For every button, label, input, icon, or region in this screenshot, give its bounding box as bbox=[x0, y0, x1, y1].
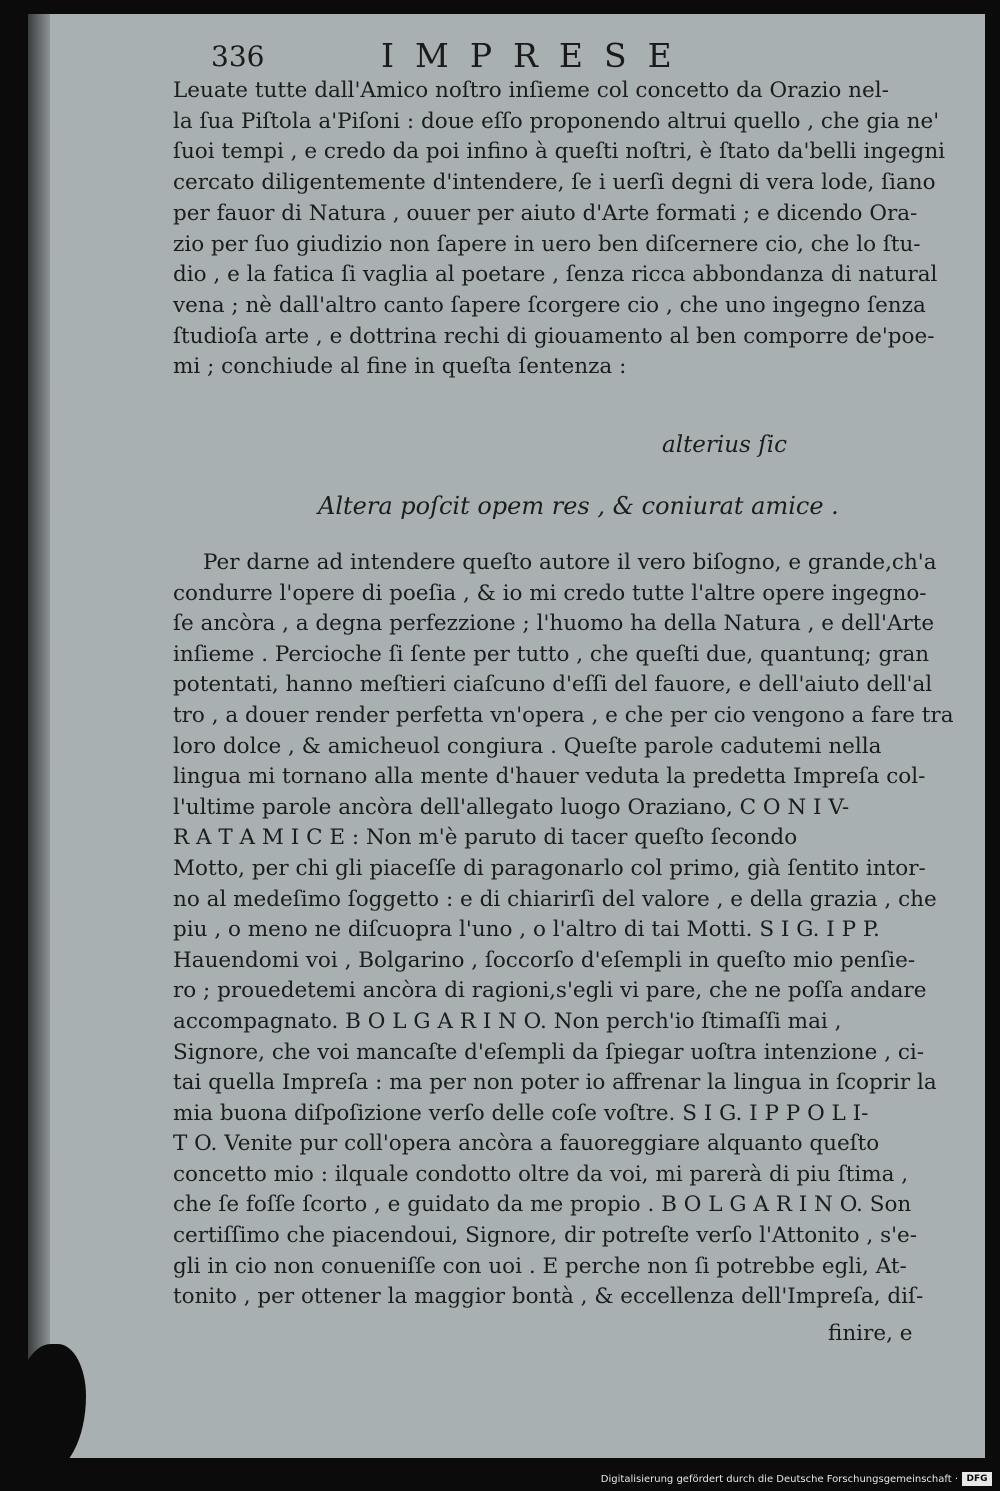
text-line: loro dolce , & amicheuol congiura . Queſte parole cadutemi nella bbox=[173, 733, 882, 759]
page-header bbox=[211, 32, 971, 76]
text-line: Leuate tutte dall'Amico noſtro inſieme col concetto da Orazio nel- bbox=[173, 78, 889, 103]
catchword: finire, e bbox=[828, 1321, 913, 1346]
text-line: tonito , per ottener la maggior bontà , & eccellenza dell'Impreſa, diſ- bbox=[173, 1284, 924, 1310]
text-line: potentati, hanno meſtieri ciaſcuno d'eſſi del fauore, e dell'aiuto dell'al bbox=[173, 672, 933, 698]
text-line: Per darne ad intendere queſto autore il vero biſogno, e grande,ch'a bbox=[203, 550, 937, 575]
text-line: mi ; conchiude al fine in queſta ſentenza : bbox=[173, 354, 627, 380]
text-line: certiſſimo che piacendoui, Signore, dir potreſte verſo l'Attonito , s'e- bbox=[173, 1223, 917, 1249]
page-number: 336 bbox=[211, 40, 265, 73]
text-line: tai quella Impreſa : ma per non poter io affrenar la lingua in ſcoprir la bbox=[173, 1070, 937, 1096]
text-line: zio per ſuo giudizio non ſapere in uero ben diſcernere cio, che lo ſtu- bbox=[173, 231, 921, 257]
text-line: la ſua Piſtola a'Piſoni : doue eſſo proponendo altrui quello , che gia ne' bbox=[173, 108, 940, 134]
text-line: condurre l'opere di poeſia , & io mi credo tutte l'altre opere ingegno- bbox=[173, 580, 927, 606]
page-gutter-shadow bbox=[28, 14, 50, 1458]
running-title: IMPRESE bbox=[381, 36, 693, 75]
text-line: tro , a douer render perfetta vn'opera , e che per cio vengono a fare tra bbox=[173, 702, 954, 728]
paragraph-1 bbox=[173, 76, 963, 383]
text-line: mia buona diſpoſizione verſo delle coſe voſtre. S I G. I P P O L I- bbox=[173, 1100, 869, 1126]
text-line: Signore, che voi mancaſte d'eſempli da ſpiegar uoſtra intenzione , ci- bbox=[173, 1039, 925, 1065]
text-line: l'ultime parole ancòra dell'allegato luogo Oraziano, C O N I V- bbox=[173, 794, 850, 820]
text-line: ro ; prouedetemi ancòra di ragioni,s'egli vi pare, che ne poſſa andare bbox=[173, 978, 927, 1004]
digitization-credit: Digitalisierung gefördert durch die Deutsche Forschungsgemeinschaft · bbox=[600, 1474, 958, 1485]
text-line: cercato diligentemente d'intendere, ſe i uerſi degni di vera lode, ſiano bbox=[173, 170, 936, 196]
verse-label: alterius ſic bbox=[662, 432, 787, 458]
text-line: R A T A M I C E : Non m'è paruto di tacer queſto ſecondo bbox=[173, 825, 798, 851]
text-line: ſtudioſa arte , e dottrina rechi di giouamento al ben comporre de'poe- bbox=[173, 323, 935, 349]
text-line: accompagnato. B O L G A R I N O. Non perch'io ſtimaſſi mai , bbox=[173, 1008, 842, 1034]
text-line: dio , e la fatica ſi vaglia al poetare , ſenza ricca abbondanza di natural bbox=[173, 262, 938, 288]
text-line: per fauor di Natura , ouuer per aiuto d'Arte formati ; e dicendo Ora- bbox=[173, 200, 918, 226]
page-damage bbox=[28, 1344, 86, 1458]
dfg-logo: DFG bbox=[962, 1472, 992, 1486]
paragraph-2 bbox=[173, 548, 963, 1313]
text-line: Motto, per chi gli piaceſſe di paragonarlo col primo, già ſentito intor- bbox=[173, 855, 926, 881]
verse-quotation: Altera poſcit opem res , & coniurat amice . bbox=[318, 492, 839, 520]
text-line: ſuoi tempi , e credo da poi infino à queſti noſtri, è ſtato da'belli ingegni bbox=[173, 139, 946, 165]
text-line: Hauendomi voi , Bolgarino , ſoccorſo d'eſempli in queſto mio penſie- bbox=[173, 947, 916, 973]
text-line: piu , o meno ne diſcuopra l'uno , o l'altro di tai Motti. S I G. I P P. bbox=[173, 917, 880, 943]
text-line: che ſe foſſe ſcorto , e guidato da me propio . B O L G A R I N O. Son bbox=[173, 1192, 912, 1218]
book-page bbox=[28, 14, 985, 1458]
text-line: inſieme . Percioche ſi ſente per tutto , che queſti due, quantunq; gran bbox=[173, 641, 930, 667]
text-line: gli in cio non conueniſſe con uoi . E perche non ſi potrebbe egli, At- bbox=[173, 1253, 907, 1279]
text-line: concetto mio : ilquale condotto oltre da voi, mi parerà di piu ſtima , bbox=[173, 1161, 909, 1187]
text-line: ſe ancòra , a degna perfezzione ; l'huomo ha della Natura , e dell'Arte bbox=[173, 611, 935, 637]
text-line: T O. Venite pur coll'opera ancòra a fauoreggiare alquanto queſto bbox=[173, 1131, 880, 1157]
text-line: vena ; nè dall'altro canto ſapere ſcorgere cio , che uno ingegno ſenza bbox=[173, 292, 926, 318]
text-line: lingua mi tornano alla mente d'hauer veduta la predetta Impreſa col- bbox=[173, 764, 926, 790]
text-line: no al medeſimo ſoggetto : e di chiarirſi del valore , e della grazia , che bbox=[173, 886, 937, 912]
